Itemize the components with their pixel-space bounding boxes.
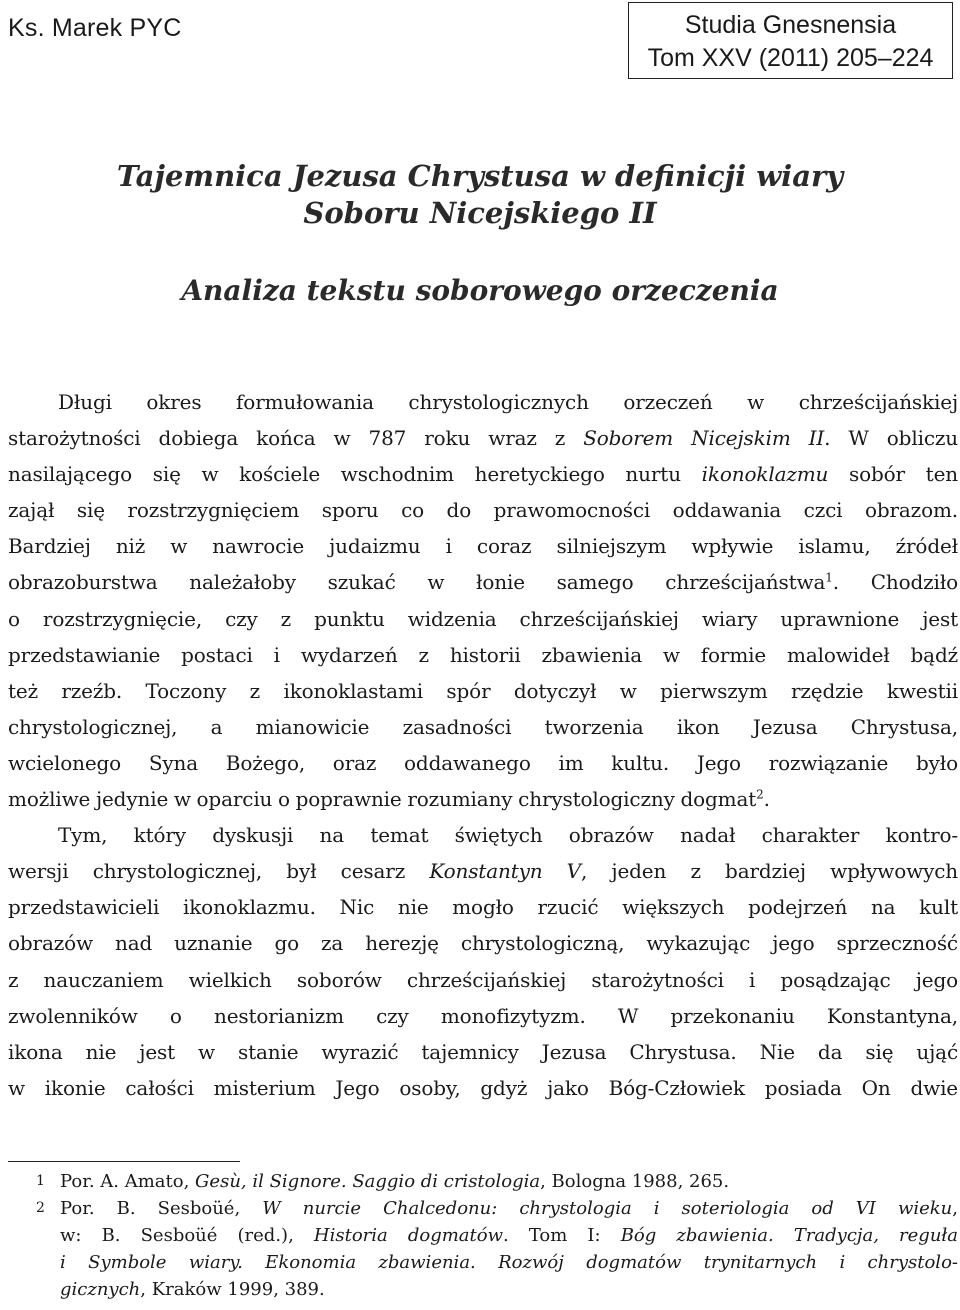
article-subtitle: Analiza tekstu soborowego orzeczenia [181,274,779,307]
body-line: zajął się rozstrzygnięciem sporu co do prawomocności oddawania czci obrazom. [8,498,958,523]
footnote-2 [36,1195,958,1303]
body-line [8,781,958,817]
journal-volume: Tom XXV (2011) 205–224 [647,44,934,72]
body-line: obrazów nad uznanie go za herezję chrystologiczną, wykazując jego sprzeczność [8,931,958,956]
body-italic-run: Konstantyn V [429,859,581,884]
body-text-run: sobór ten [828,462,958,487]
article-title-line-1: Tajemnica Jezusa Chrystusa w definicji wiary [116,159,844,193]
body-line [8,564,958,600]
article-body [8,384,958,1106]
body-line: przedstawianie postaci i wydarzeń z historii zbawienia w formie malowideł bądź [8,642,958,667]
footnote-line [60,1276,958,1303]
body-line [8,420,958,456]
body-text-run: , jeden z bardziej wpływowych [580,859,958,884]
body-line: chrystologicznej, a mianowicie zasadności tworzenia ikon Jezusa Chrystusa, [8,714,958,739]
footnote-text-run: , Bologna 1988, 265. [540,1171,730,1192]
body-text-run: możliwe jedynie w oparciu o poprawnie rozumiany chrystologiczny dogmat [8,787,757,812]
body-italic-run: Soborem Nicejskim II [583,426,825,451]
body-line: zwolenników o nestorianizm czy monofizytyzm. W przekonaniu Konstantyna, [8,1003,958,1028]
footnote-number: 1 [36,1173,45,1189]
footnote-line [60,1222,958,1249]
article-title-line-2: Soboru Nicejskiego II [303,196,657,230]
body-line: Bardziej niż w nawrocie judaizmu i coraz silniejszym wpływie islamu, źródeł [8,534,958,559]
footnote-text-run: . Tom I: [503,1225,621,1246]
body-line: wcielonego Syna Bożego, oraz oddawanego im kultu. Jego rozwiązanie było [8,750,958,775]
footnote-text-run: Por. B. Sesboüé, [60,1198,263,1219]
footnote-text-run: , Kraków 1999, 389. [140,1279,325,1300]
footnote-separator [8,1161,240,1162]
body-line: przedstawicieli ikonoklazmu. Nic nie mogło rzucić większych podejrzeń na kult [8,895,958,920]
body-text-run: obrazoburstwa należałoby szukać w łonie samego chrześcijaństwa [8,570,826,595]
body-italic-run: ikonoklazmu [701,462,829,487]
body-line: o rozstrzygnięcie, czy z punktu widzenia chrześcijańskiej wiary uprawnione jest [8,606,958,631]
footnote-ref-2[interactable]: 2 [756,787,764,802]
footnote-text-run: Por. A. Amato, [60,1171,196,1192]
footnote-italic-run: Gesù, il Signore. Saggio di cristologia [195,1171,541,1192]
body-text-run: . Chodziło [832,570,958,595]
footnote-line: i Symbole wiary. Ekonomia zbawienia. Rozwój dogmatów trynitarnych i chrystolo- [60,1252,958,1273]
journal-citation-box [628,2,953,79]
footnote-text-run: w: B. Sesboüé (red.), [60,1225,314,1246]
body-line: Tym, który dyskusji na temat świętych obrazów nadał charakter kontro- [58,823,958,848]
journal-name: Studia Gnesnensia [684,11,897,39]
author-name: Ks. Marek PYC [8,14,182,42]
footnote-text-run: , [952,1198,958,1219]
body-line: w ikonie całości misterium Jego osoby, gdyż jako Bóg-Człowiek posiada On dwie [8,1075,958,1100]
footnote-italic-run: gicznych [60,1279,141,1300]
body-line [8,853,958,889]
body-text-run: wersji chrystologicznej, był cesarz [8,859,430,884]
footnote-1 [36,1168,958,1195]
footnote-line [60,1195,958,1222]
body-line [8,456,958,492]
footnote-number: 2 [36,1200,45,1216]
footnotes [36,1168,958,1303]
body-line: też rzeźb. Toczony z ikonoklastami spór dotyczył w pierwszym rzędzie kwestii [8,678,958,703]
body-text-run: starożytności dobiega końca w 787 roku wraz z [8,426,584,451]
footnote-italic-run: Bóg zbawienia. Tradycja, reguła [620,1225,958,1246]
footnote-italic-run: W nurcie Chalcedonu: chrystologia i soteriologia od VI wieku [262,1198,953,1219]
body-line: ikona nie jest w stanie wyrazić tajemnicy Jezusa Chrystusa. Nie da się ująć [8,1039,958,1064]
footnote-line [60,1168,958,1195]
article-title [0,158,960,232]
footnote-italic-run: Historia dogmatów [313,1225,503,1246]
body-text-run: . [763,787,770,812]
body-line: Długi okres formułowania chrystologicznych orzeczeń w chrześcijańskiej [58,390,958,414]
body-line: z nauczaniem wielkich soborów chrześcijańskiej starożytności i posądzając jego [8,967,958,992]
footnote-ref-1[interactable]: 1 [825,570,833,585]
body-text-run: nasilającego się w kościele wschodnim heretyckiego nurtu [8,462,702,487]
body-text-run: . W obliczu [824,426,958,451]
